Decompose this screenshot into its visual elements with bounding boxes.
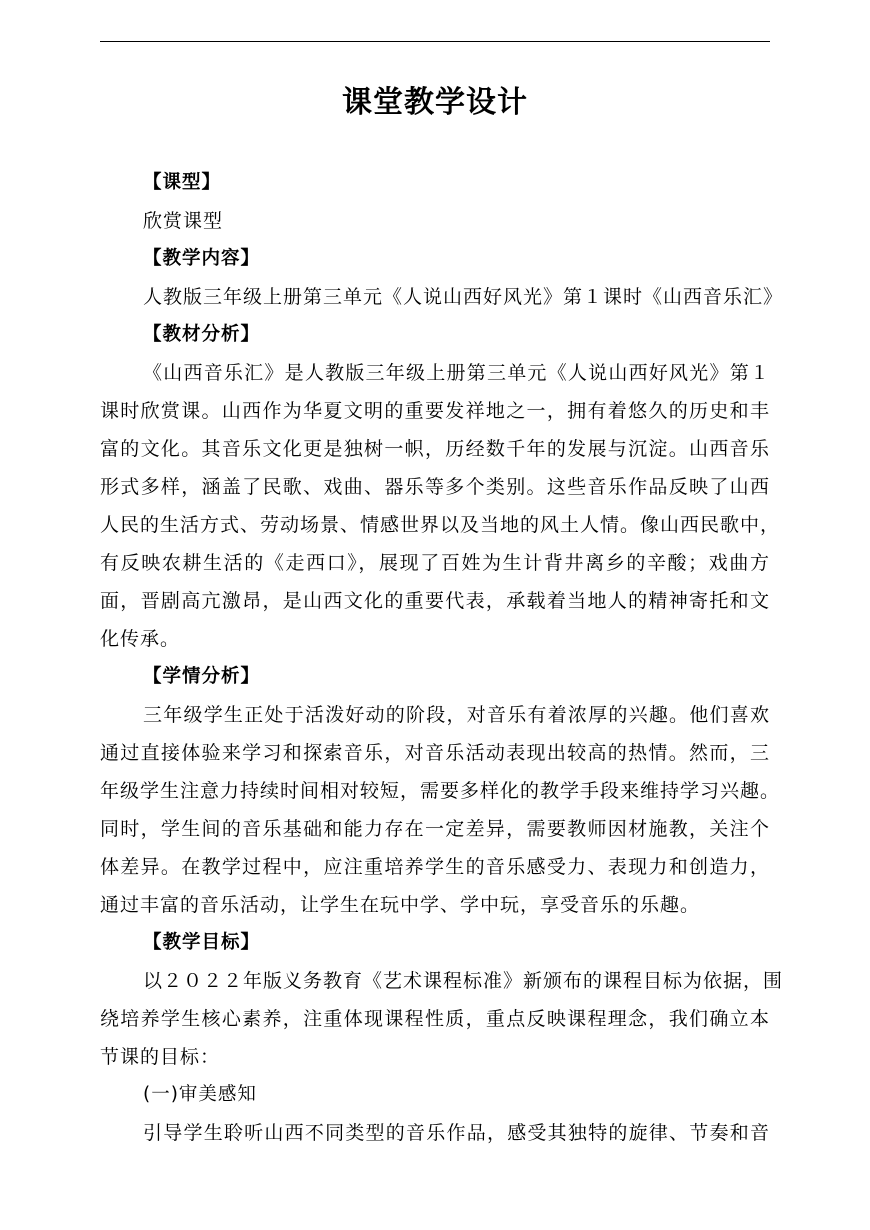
heading-teaching-content: 【教学内容】 [143, 248, 261, 269]
heading-course-type: 【课型】 [143, 172, 222, 193]
student-line: 三年级学生正处于活泼好动的阶段，对音乐有着浓厚的兴趣。他们喜欢 [143, 704, 770, 726]
material-line: 化传承。 [100, 628, 181, 650]
material-line: 课时欣赏课。山西作为华夏文明的重要发祥地之一，拥有着悠久的历史和丰 [100, 400, 770, 422]
material-line: 面，晋剧高亢激昂，是山西文化的重要代表，承载着当地人的精神寄托和文 [100, 590, 770, 612]
material-line: 富的文化。其音乐文化更是独树一帜，历经数千年的发展与沉淀。山西音乐 [100, 438, 770, 460]
student-line: 年级学生注意力持续时间相对较短，需要多样化的教学手段来维持学习兴趣。 [100, 780, 781, 802]
goals-line: 以２０２２年版义务教育《艺术课程标准》新颁布的课程目标为依据，围 [143, 970, 784, 992]
heading-material-analysis: 【教材分析】 [143, 324, 261, 345]
student-line: 通过直接体验来学习和探索音乐，对音乐活动表现出较高的热情。然而，三 [100, 742, 770, 764]
student-line: 通过丰富的音乐活动，让学生在玩中学、学中玩，享受音乐的乐趣。 [100, 894, 701, 916]
goals-line: 节课的目标： [100, 1046, 221, 1068]
course-type-text: 欣赏课型 [143, 210, 224, 232]
page-title: 课堂教学设计 [342, 85, 528, 120]
subheading-aesthetic-perception: (一)审美感知 [143, 1084, 257, 1105]
aesthetic-line: 引导学生聆听山西不同类型的音乐作品，感受其独特的旋律、节奏和音 [143, 1122, 770, 1144]
student-line: 体差异。在教学过程中，应注重培养学生的音乐感受力、表现力和创造力， [100, 856, 770, 878]
material-line: 形式多样，涵盖了民歌、戏曲、器乐等多个类别。这些音乐作品反映了山西 [100, 476, 770, 498]
goals-line: 绕培养学生核心素养，注重体现课程性质，重点反映课程理念，我们确立本 [100, 1008, 770, 1030]
heading-student-analysis: 【学情分析】 [143, 666, 261, 687]
teaching-content-text: 人教版三年级上册第三单元《人说山西好风光》第１课时《山西音乐汇》 [143, 286, 784, 308]
material-line: 人民的生活方式、劳动场景、情感世界以及当地的风土人情。像山西民歌中， [100, 514, 781, 536]
material-line: 《山西音乐汇》是人教版三年级上册第三单元《人说山西好风光》第１ [143, 362, 770, 384]
student-line: 同时，学生间的音乐基础和能力存在一定差异，需要教师因材施教，关注个 [100, 818, 770, 840]
material-line: 有反映农耕生活的《走西口》，展现了百姓为生计背井离乡的辛酸；戏曲方 [100, 552, 770, 574]
heading-teaching-goals: 【教学目标】 [143, 932, 261, 953]
